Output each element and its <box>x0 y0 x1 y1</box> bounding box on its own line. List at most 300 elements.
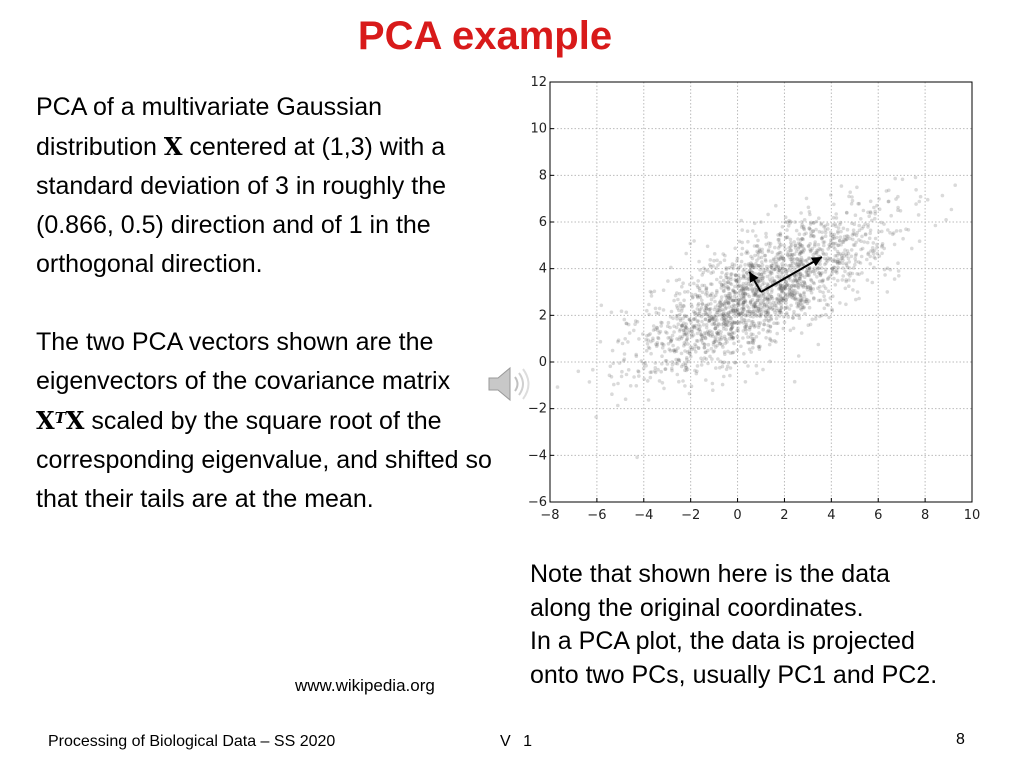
data-point <box>767 241 771 245</box>
data-point <box>855 186 859 190</box>
y-tick-label: −6 <box>527 495 547 510</box>
data-point <box>726 280 730 284</box>
data-point <box>739 294 743 298</box>
data-point <box>762 303 766 307</box>
data-point <box>689 355 693 359</box>
data-point <box>841 274 845 278</box>
data-point <box>789 329 793 333</box>
data-point <box>779 243 783 247</box>
data-point <box>654 307 658 311</box>
data-point <box>782 327 786 331</box>
data-point <box>659 370 663 374</box>
variable-x: X <box>163 132 183 161</box>
source-credit: www.wikipedia.org <box>295 676 435 695</box>
data-point <box>715 289 719 293</box>
data-point <box>751 315 755 319</box>
data-point <box>765 265 769 269</box>
data-point <box>834 270 838 274</box>
data-point <box>896 261 900 265</box>
data-point <box>799 238 803 242</box>
x-tick-label: −4 <box>634 508 654 522</box>
data-point <box>839 221 843 225</box>
data-point <box>843 248 847 252</box>
data-point <box>803 312 807 316</box>
data-point <box>810 233 814 237</box>
data-point <box>742 300 746 304</box>
matrix-base: X <box>36 406 55 435</box>
data-point <box>774 301 778 305</box>
data-point <box>735 279 739 283</box>
data-point <box>760 273 764 277</box>
data-point <box>829 244 833 248</box>
data-point <box>769 338 773 342</box>
data-point <box>706 362 710 366</box>
x-tick-label: −8 <box>540 508 560 522</box>
data-point <box>725 272 729 276</box>
data-point <box>801 297 805 301</box>
data-point <box>866 241 870 245</box>
data-point <box>790 249 794 253</box>
data-point <box>740 320 744 324</box>
data-point <box>711 334 715 338</box>
data-point <box>662 387 666 391</box>
data-point <box>867 251 871 255</box>
x-tick-label: 10 <box>963 508 981 522</box>
data-point <box>717 323 721 327</box>
data-point <box>781 267 785 271</box>
data-point <box>831 267 835 271</box>
data-point <box>672 299 676 303</box>
data-point <box>897 274 901 278</box>
data-point <box>715 278 719 282</box>
data-point <box>733 247 737 251</box>
data-point <box>836 266 840 270</box>
data-point <box>740 219 744 223</box>
data-point <box>616 340 620 344</box>
data-point <box>872 266 876 270</box>
data-point <box>718 301 722 305</box>
data-point <box>709 258 713 262</box>
data-point <box>588 380 592 384</box>
data-point <box>829 193 833 197</box>
data-point <box>611 349 615 353</box>
data-point <box>710 298 714 302</box>
data-point <box>853 263 857 267</box>
data-point <box>591 368 595 372</box>
data-point <box>751 229 755 233</box>
data-point <box>648 347 652 351</box>
data-point <box>896 206 900 210</box>
data-point <box>677 309 681 313</box>
data-point <box>834 212 838 216</box>
data-point <box>692 239 696 243</box>
data-point <box>720 308 724 312</box>
data-point <box>822 278 826 282</box>
data-point <box>761 328 765 332</box>
data-point <box>797 354 801 358</box>
data-point <box>907 228 911 232</box>
data-point <box>646 379 650 383</box>
data-point <box>705 313 709 317</box>
data-point <box>642 377 646 381</box>
data-point <box>789 245 793 249</box>
data-point <box>668 348 672 352</box>
data-point <box>863 240 867 244</box>
x-tick-label: −6 <box>587 508 607 522</box>
data-point <box>675 304 679 308</box>
data-point <box>768 343 772 347</box>
data-point <box>728 337 732 341</box>
x-tick-label: 6 <box>874 508 883 522</box>
data-point <box>628 331 632 335</box>
data-point <box>748 310 752 314</box>
data-point <box>608 374 612 378</box>
data-point <box>679 302 683 306</box>
data-point <box>711 388 715 392</box>
data-point <box>744 380 748 384</box>
data-point <box>877 197 881 201</box>
data-point <box>705 323 709 327</box>
data-point <box>733 290 737 294</box>
paragraph-2-pre: The two PCA vectors shown are the eigenvectors of the covariance matrix <box>36 328 451 395</box>
data-point <box>901 237 905 241</box>
data-point <box>750 320 754 324</box>
x-tick-label: 8 <box>920 508 930 522</box>
data-point <box>763 323 767 327</box>
data-point <box>953 183 957 187</box>
data-point <box>821 236 825 240</box>
data-point <box>805 197 809 201</box>
data-point <box>627 323 631 327</box>
data-point <box>700 339 704 343</box>
data-point <box>823 307 827 311</box>
data-point <box>670 310 674 314</box>
data-point <box>751 337 755 341</box>
data-point <box>662 308 666 312</box>
y-tick-label: 10 <box>530 121 547 137</box>
data-point <box>645 349 649 353</box>
data-point <box>857 202 861 206</box>
data-point <box>700 363 704 367</box>
data-point <box>694 350 698 354</box>
data-point <box>727 361 731 365</box>
data-point <box>661 381 665 385</box>
data-point <box>764 315 768 319</box>
data-point <box>841 278 845 282</box>
data-point <box>779 294 783 298</box>
data-point <box>852 266 856 270</box>
data-point <box>839 235 843 239</box>
data-point <box>845 211 849 215</box>
data-point <box>645 309 649 313</box>
data-point <box>655 311 659 315</box>
data-point <box>720 286 724 290</box>
data-point <box>785 228 789 232</box>
data-point <box>844 287 848 291</box>
data-point <box>757 345 761 349</box>
data-point <box>847 252 851 256</box>
data-point <box>699 333 703 337</box>
data-point <box>674 294 678 298</box>
data-point <box>772 262 776 266</box>
data-point <box>753 254 757 258</box>
data-point <box>610 311 614 315</box>
data-point <box>786 250 790 254</box>
data-point <box>737 304 741 308</box>
data-point <box>878 207 882 211</box>
paragraph-1-pre: PCA of a multivariate Gaussian distribution <box>36 93 382 161</box>
data-point <box>851 238 855 242</box>
data-point <box>782 257 786 261</box>
data-point <box>761 251 765 255</box>
data-point <box>758 247 762 251</box>
data-point <box>787 224 791 228</box>
data-point <box>792 313 796 317</box>
paragraph-1-post: centered at (1,3) with a standard deviation of 3 in roughly the (0.866, 0.5) direction and of 1 in the orthogonal direction. <box>36 133 446 278</box>
data-point <box>910 247 914 251</box>
data-point <box>802 305 806 309</box>
data-point <box>823 298 827 302</box>
data-point <box>644 364 648 368</box>
data-point <box>727 302 731 306</box>
data-point <box>799 275 803 279</box>
data-point <box>689 242 693 246</box>
data-point <box>887 189 891 193</box>
slide-title: PCA example <box>357 14 613 58</box>
data-point <box>640 359 644 363</box>
data-point <box>817 243 821 247</box>
data-point <box>753 288 757 292</box>
data-point <box>846 272 850 276</box>
data-point <box>880 252 884 256</box>
data-point <box>770 270 774 274</box>
footer-course: Processing of Biological Data – SS 2020 <box>48 733 336 750</box>
footer-version: V 1 <box>500 733 537 750</box>
data-point <box>871 281 875 285</box>
data-point <box>677 338 681 342</box>
data-point <box>744 313 748 317</box>
matrix-transpose: T <box>54 409 66 427</box>
data-point <box>625 311 629 315</box>
data-point <box>696 364 700 368</box>
data-point <box>847 284 851 288</box>
data-point <box>662 343 666 347</box>
data-point <box>768 305 772 309</box>
data-point <box>893 243 897 247</box>
note-line-3: In a PCA plot, the data is projected <box>530 627 915 655</box>
data-point <box>705 291 709 295</box>
data-point <box>853 243 857 247</box>
data-point <box>633 322 637 326</box>
data-point <box>818 315 822 319</box>
data-point <box>700 315 704 319</box>
data-point <box>793 284 797 288</box>
data-point <box>941 194 945 198</box>
data-point <box>799 294 803 298</box>
data-point <box>855 272 859 276</box>
data-point <box>777 274 781 278</box>
data-point <box>785 236 789 240</box>
data-point <box>865 258 869 262</box>
data-point <box>681 281 685 285</box>
data-point <box>892 231 896 235</box>
page-number: 8 <box>956 731 965 748</box>
data-point <box>719 276 723 280</box>
data-point <box>813 243 817 247</box>
data-point <box>721 383 725 387</box>
data-point <box>808 242 812 246</box>
data-point <box>697 346 701 350</box>
data-point <box>637 337 641 341</box>
data-point <box>692 325 696 329</box>
data-point <box>793 220 797 224</box>
data-point <box>847 257 851 261</box>
data-point <box>743 360 747 364</box>
data-point <box>755 264 759 268</box>
data-point <box>847 260 851 264</box>
data-point <box>850 202 854 206</box>
data-point <box>769 318 773 322</box>
data-point <box>839 230 843 234</box>
data-point <box>681 304 685 308</box>
data-point <box>698 309 702 313</box>
data-point <box>895 229 899 233</box>
data-point <box>718 366 722 370</box>
data-point <box>744 292 748 296</box>
data-point <box>736 335 740 339</box>
data-point <box>710 330 714 334</box>
data-point <box>701 302 705 306</box>
data-point <box>637 374 641 378</box>
data-point <box>766 324 770 328</box>
data-point <box>893 277 897 281</box>
data-point <box>710 347 714 351</box>
data-point <box>831 309 835 313</box>
data-point <box>760 256 764 260</box>
data-point <box>709 307 713 311</box>
data-point <box>669 315 673 319</box>
data-point <box>768 277 772 281</box>
data-point <box>779 232 783 236</box>
data-point <box>826 223 830 227</box>
data-point <box>799 211 803 215</box>
data-point <box>733 263 737 267</box>
data-point <box>787 315 791 319</box>
data-point <box>623 337 627 341</box>
data-point <box>690 276 694 280</box>
data-point <box>751 346 755 350</box>
data-point <box>714 366 718 370</box>
data-point <box>663 367 667 371</box>
data-point <box>695 370 699 374</box>
data-point <box>799 250 803 254</box>
data-point <box>770 266 774 270</box>
data-point <box>776 321 780 325</box>
data-point <box>756 239 760 243</box>
data-point <box>768 360 772 364</box>
data-point <box>698 268 702 272</box>
data-point <box>776 297 780 301</box>
data-point <box>704 331 708 335</box>
data-point <box>832 216 836 220</box>
data-point <box>650 294 654 298</box>
data-point <box>686 290 690 294</box>
data-point <box>740 311 744 315</box>
data-point <box>577 370 581 374</box>
data-point <box>649 352 653 356</box>
data-point <box>886 290 890 294</box>
data-point <box>656 341 660 345</box>
data-point <box>694 311 698 315</box>
data-point <box>696 332 700 336</box>
data-point <box>731 321 735 325</box>
data-point <box>833 222 837 226</box>
data-point <box>714 293 718 297</box>
data-point <box>791 316 795 320</box>
data-point <box>804 259 808 263</box>
data-point <box>794 244 798 248</box>
data-point <box>669 266 673 270</box>
data-point <box>808 226 812 230</box>
data-point <box>841 266 845 270</box>
data-point <box>720 336 724 340</box>
data-point <box>684 252 688 256</box>
data-point <box>739 345 743 349</box>
data-point <box>664 359 668 363</box>
data-point <box>627 368 631 372</box>
data-point <box>779 309 783 313</box>
data-point <box>847 195 851 199</box>
data-point <box>671 363 675 367</box>
data-point <box>867 215 871 219</box>
data-point <box>783 320 787 324</box>
data-point <box>674 358 678 362</box>
data-point <box>682 331 686 335</box>
data-point <box>827 289 831 293</box>
data-point <box>691 296 695 300</box>
data-point <box>620 309 624 313</box>
data-point <box>745 325 749 329</box>
data-point <box>741 296 745 300</box>
data-point <box>803 248 807 252</box>
data-point <box>704 336 708 340</box>
data-point <box>843 238 847 242</box>
matrix-formula <box>36 406 84 435</box>
data-point <box>755 259 759 263</box>
data-point <box>766 301 770 305</box>
data-point <box>814 317 818 321</box>
data-point <box>803 218 807 222</box>
data-point <box>786 296 790 300</box>
data-point <box>889 214 893 218</box>
data-point <box>773 246 777 250</box>
data-point <box>612 383 616 387</box>
x-tick-label: 4 <box>827 508 836 522</box>
data-point <box>685 358 689 362</box>
data-point <box>847 278 851 282</box>
data-point <box>698 325 702 329</box>
data-point <box>764 232 768 236</box>
y-tick-label: 12 <box>530 75 547 90</box>
data-point <box>670 337 674 341</box>
data-point <box>709 302 713 306</box>
data-point <box>868 237 872 241</box>
data-point <box>755 364 759 368</box>
data-point <box>780 306 784 310</box>
data-point <box>623 357 627 361</box>
data-point <box>797 301 801 305</box>
data-point <box>729 316 733 320</box>
